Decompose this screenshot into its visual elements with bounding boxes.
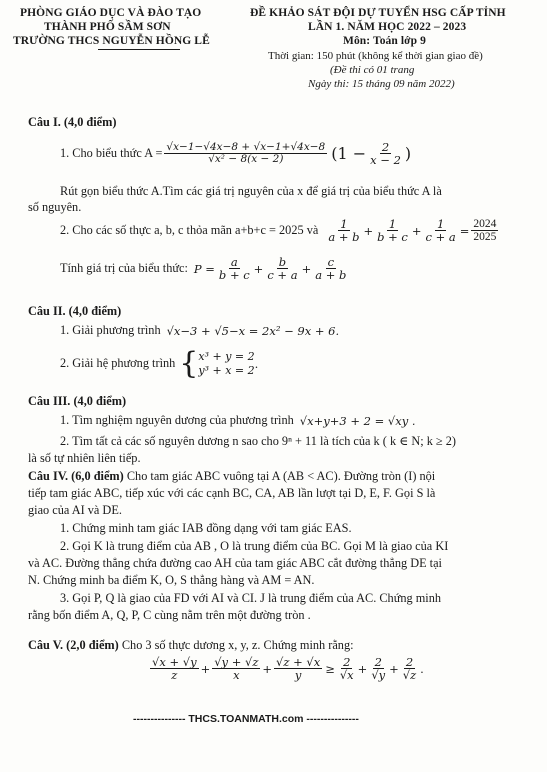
header-left-line3: TRƯỜNG THCS NGUYỄN HỒNG LỄ: [13, 35, 210, 47]
cau4-l7: N. Chứng minh ba điểm K, O, S thẳng hàng và AM = AN.: [28, 573, 315, 587]
cau5-r2-den: √y: [371, 668, 386, 683]
cau1-title: Câu I. (4,0 điểm): [28, 115, 117, 129]
cau5-r3-num: 2: [405, 655, 414, 669]
cau1-p2-g2-den: c + a: [267, 268, 298, 283]
cau1-p2-g2-num: b: [278, 255, 287, 269]
cau3-p2-a: 2. Tìm tất cả các số nguyên dương n sao cho 9ⁿ + 11 là tích của k ( k ∈ N; k ≥ 2): [60, 434, 457, 448]
header-right-line1: ĐỀ KHẢO SÁT ĐỘI DỰ TUYỂN HSG CẤP TỈNH: [250, 7, 506, 19]
cau1-p1-text-b: số nguyên.: [28, 200, 82, 214]
cau5-f1-num: √x + √y: [152, 655, 197, 669]
cau3-title: Câu III. (4,0 điểm): [28, 394, 127, 408]
cau4-l3: giao của AI và DE.: [28, 503, 122, 517]
cau4-l4: 1. Chứng minh tam giác IAB đồng dạng với tam giác EAS.: [60, 521, 352, 535]
cau1-p1-text-a: Rút gọn biểu thức A.Tìm các giá trị nguyên của x để giá trị của biểu thức A là: [60, 184, 442, 198]
cau2-p1: [60, 323, 339, 338]
cau1-p2-f2: [375, 218, 410, 243]
cau3-p2-b: là số tự nhiên liên tiếp.: [28, 451, 141, 465]
cau5-inequality: $\frac{√x + √y}{z}$ + $\frac{√y + √z}{x}$ + $\frac{√z + √x}{y}$ ≥ $\frac{2}{√x}$ + $\frac{2}{√y}$ + $\frac{2}{√z}$ .: [152, 655, 424, 683]
header-right-line2: LẦN 1. NĂM HỌC 2022 – 2023: [308, 21, 467, 33]
cau1-p1-paren-left: (1 −: [331, 144, 367, 164]
header-left-underline: [98, 49, 180, 50]
cau2-title: Câu II. (4,0 điểm): [28, 304, 122, 318]
cau5-f2-den: x: [233, 668, 240, 683]
cau3-p1-math: √x+y+3 + 2 = √xy .: [299, 413, 416, 428]
cau5-f1: [150, 656, 199, 681]
cau2-p2: 2. Giải hệ phương trình { x³ + y = 2 y³ + x = 2 .: [60, 346, 259, 381]
cau1-p2-eval-text: Tính giá trị của biểu thức:: [60, 261, 188, 276]
cau5-r2-num: 2: [374, 655, 382, 669]
cau1-p2-text: 2. Cho các số thực a, b, c thỏa mãn a+b+c = 2025 và: [60, 223, 319, 238]
cau5-ge: ≥: [325, 661, 335, 676]
cau1-p2-g3: [313, 256, 348, 281]
cau1-p2-g3-den: a + b: [315, 268, 347, 283]
cau5-line: [28, 638, 354, 653]
cau5-r1-den: √x: [339, 668, 354, 683]
cau3-p1-label: 1. Tìm nghiệm nguyên dương của phương trình: [60, 413, 294, 427]
cau1-p2-f1: [326, 218, 361, 243]
cau4-line1: [28, 469, 435, 484]
cau2-p1-math: √x−3 + √5−x = 2x² − 9x + 6.: [166, 323, 340, 338]
cau5-f3-den: y: [294, 668, 302, 683]
cau1-p2-f2-den: b + c: [377, 230, 408, 245]
cau5-r2: [369, 656, 387, 681]
cau1-p2-g3-num: c: [327, 255, 335, 269]
header-right-line3: Môn: Toán lớp 9: [343, 35, 426, 47]
cau5-r1: [338, 656, 356, 681]
cau5-f2: [212, 656, 260, 681]
cau1-p2-f2-num: 1: [388, 217, 397, 231]
header-left-line2: THÀNH PHỐ SẦM SƠN: [44, 21, 171, 33]
cau1-p2-f1-num: 1: [340, 217, 348, 231]
cau5-r1-num: 2: [343, 655, 351, 669]
cau2-p2-system: [198, 350, 254, 376]
cau5-f3-num: √z + √x: [276, 655, 321, 669]
cau4-title: Câu IV. (6,0 điểm): [28, 469, 124, 483]
cau5-text: Cho 3 số thực dương x, y, z. Chứng minh rằng:: [121, 638, 354, 652]
cau1-p2: 2. Cho các số thực a, b, c thỏa mãn a+b+c = 2025 và $\frac{1}{a + b}$ + $\frac{1}{b + c}$ + $\frac{1}{c + a}$ = $\frac{2024}{2025}$: [60, 217, 497, 245]
cau5-f3: [274, 656, 322, 681]
cau4-l6: và AC. Đường thẳng chứa đường cao AH của tam giác ABC cắt đường thẳng DE tại: [28, 556, 442, 570]
cau1-p2-g1-den: b + c: [218, 268, 250, 283]
cau2-p2-eq2: y³ + x = 2: [198, 363, 255, 377]
cau5-r3: [401, 656, 418, 681]
cau1-p2-result-den: 2025: [473, 231, 497, 244]
cau4-l8: 3. Gọi P, Q là giao của FD với AI và CI. J là trung điểm của AC. Chứng minh: [60, 591, 442, 605]
cau1-p1-fraction: [164, 142, 327, 165]
cau2-p2-label: 2. Giải hệ phương trình: [60, 356, 176, 370]
cau1-p2-f1-den: a + b: [328, 230, 360, 245]
cau4-l2: tiếp tam giác ABC, tiếp xúc với các cạnh BC, CA, AB lần lượt tại D, E, F. Gọi S là: [28, 486, 436, 500]
cau1-p1: [60, 141, 411, 166]
cau1-p2-f3-den: c + a: [425, 230, 456, 245]
header-left-line1: PHÒNG GIÁO DỤC VÀ ĐÀO TẠO: [20, 7, 202, 19]
cau4-l5: 2. Gọi K là trung điểm của AB , O là trung điểm của BC. Gọi M là giao của KI: [60, 539, 449, 553]
cau1-p2-g1-num: a: [230, 255, 238, 269]
cau1-p2-f3: [424, 218, 458, 243]
footer-watermark: --------------- THCS.TOANMATH.com ---------------: [133, 713, 359, 725]
cau1-p1-factor-den: x − 2: [370, 153, 401, 168]
cau2-p2-eq1: x³ + y = 2: [198, 350, 255, 364]
cau1-p2-f3-num: 1: [436, 217, 445, 231]
cau1-p1-label: 1. Cho biểu thức A =: [60, 146, 163, 161]
cau1-p2-g1: [217, 256, 252, 281]
cau1-p1-den: √x² − 8(x − 2): [208, 153, 284, 166]
cau4-l9: rằng bốn điểm A, Q, P, C cùng nằm trên một đường tròn .: [28, 608, 311, 622]
cau3-p1: [60, 413, 416, 428]
header-right-line6: Ngày thi: 15 tháng 09 năm 2022): [308, 78, 455, 90]
cau1-p2-eval: Tính giá trị của biểu thức: P = $\frac{a}{b + c}$ + $\frac{b}{c + a}$ + $\frac{c}{a + b}$: [60, 255, 347, 283]
cau5-f2-num: √y + √z: [214, 655, 259, 669]
cau1-p2-result: [471, 218, 498, 243]
cau1-p1-paren-right: ): [404, 144, 412, 164]
cau2-p1-label: 1. Giải phương trình: [60, 323, 161, 337]
cau1-p1-factor-fraction: [368, 141, 403, 166]
cau5-f1-den: z: [171, 668, 178, 683]
cau1-p2-P: P =: [193, 261, 215, 276]
cau4-l1: Cho tam giác ABC vuông tại A (AB < AC). Đường tròn (I) nội: [126, 469, 436, 483]
cau1-p2-result-num: 2024: [473, 218, 497, 230]
cau1-p2-g2: [265, 256, 299, 281]
header-right-line5: (Đề thi có 01 trang: [330, 64, 415, 76]
cau5-r3-den: √z: [402, 668, 417, 683]
cau1-p1-num: √x−1−√4x−8 + √x−1+√4x−8: [166, 141, 326, 154]
cau1-p1-factor-num: 2: [381, 140, 390, 154]
header-right-line4: Thời gian: 150 phút (không kể thời gian giao đề): [268, 50, 483, 62]
cau5-title: Câu V. (2,0 điểm): [28, 638, 119, 652]
